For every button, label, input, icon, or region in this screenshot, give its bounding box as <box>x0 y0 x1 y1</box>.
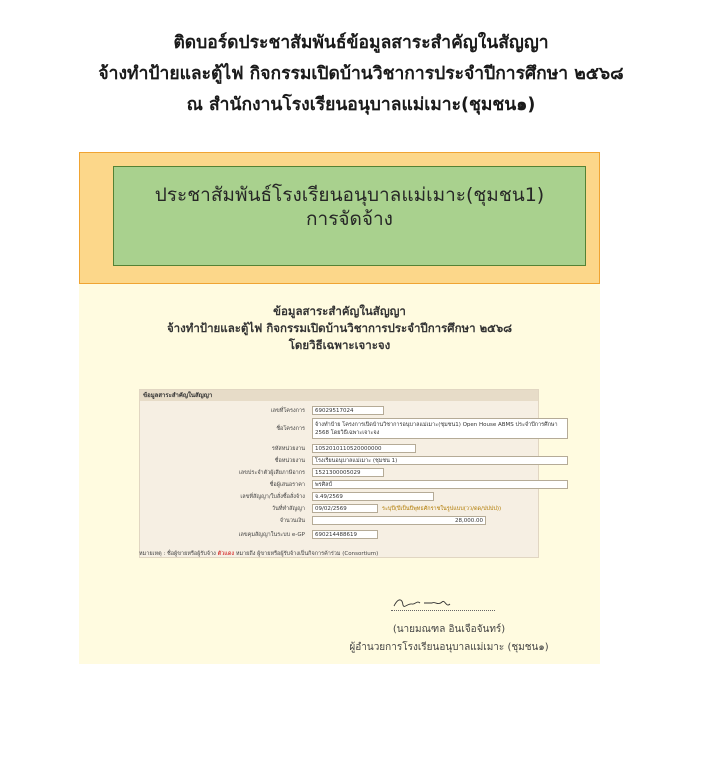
signer-name: (นายมณฑล อินเจือจันทร์) <box>392 624 506 635</box>
field-row-project-number <box>140 406 538 416</box>
date-format-note: ระบุปี(ปีเป็นปีพุทธศักราชในรูปแบบ(วว/ดด/ปปปป)) <box>382 506 502 512</box>
contract-info-panel <box>139 389 558 558</box>
field-label: เลขประจำตัวผู้เสียภาษีอากร <box>238 470 305 476</box>
heading-line-1: ติดบอร์ดประชาสัมพันธ์ข้อมูลสาระสำคัญในสัญญา <box>173 33 549 53</box>
contract-info-title <box>79 303 600 354</box>
remark-highlight: ตัวแดง <box>217 551 235 557</box>
field-label: เลขที่สัญญา/ใบสั่งซื้อสั่งจ้าง <box>240 494 305 500</box>
field-value: โรงเรียนอนุบาลแม่เมาะ (ชุมชน 1) <box>312 456 568 465</box>
page-heading <box>0 28 722 121</box>
announcement-document <box>79 152 600 664</box>
field-row-egp-number <box>140 530 538 540</box>
field-label: เลขที่โครงการ <box>270 408 305 414</box>
field-row-bidder-name <box>140 480 538 490</box>
panel-header: ข้อมูลสาระสำคัญในสัญญา <box>140 390 538 401</box>
remark-suffix: หมายถึง ผู้ขายหรือผู้รับจ้างเป็นกิจการค้าร่วม (Consortium) <box>235 551 379 557</box>
remark-prefix: หมายเหตุ : ชื่อผู้ขายหรือผู้รับจ้าง <box>139 551 216 557</box>
info-title-line-1: ข้อมูลสาระสำคัญในสัญญา <box>273 304 406 318</box>
field-label: รหัสหน่วยงาน <box>271 446 305 452</box>
field-row-tax-id <box>140 468 538 478</box>
info-title-line-2: จ้างทำป้ายและตู้ไฟ กิจกรรมเปิดบ้านวิชาการประจำปีการศึกษา ๒๕๖๘ <box>166 321 513 335</box>
banner-line-1: ประชาสัมพันธ์โรงเรียนอนุบาลแม่เมาะ(ชุมชน1) <box>154 184 545 206</box>
field-row-amount <box>140 516 538 526</box>
banner-line-2: การจัดจ้าง <box>306 208 393 230</box>
field-value: 09/02/2569 <box>312 504 378 513</box>
field-label: เลขคุมสัญญาในระบบ e-GP <box>238 532 305 538</box>
signature-line <box>391 610 495 611</box>
heading-line-3: ณ สำนักงานโรงเรียนอนุบาลแม่เมาะ(ชุมชน๑) <box>186 95 536 115</box>
field-row-contract-number <box>140 492 538 502</box>
heading-line-2: จ้างทำป้ายและตู้ไฟ กิจกรรมเปิดบ้านวิชาการประจำปีการศึกษา ๒๕๖๘ <box>98 64 624 84</box>
field-value: 1052010110520000000 <box>312 444 416 453</box>
field-label: จำนวนเงิน <box>279 518 305 524</box>
remark-note <box>139 550 378 558</box>
banner-title-box <box>113 166 586 266</box>
field-value: จ.49/2569 <box>312 492 434 501</box>
field-value: 28,000.00 <box>312 516 486 525</box>
field-value: 690214488619 <box>312 530 378 539</box>
field-label: ชื่อหน่วยงาน <box>274 458 305 464</box>
field-label: วันที่ทำสัญญา <box>271 506 305 512</box>
field-row-agency-code <box>140 444 538 454</box>
field-value: 69029517024 <box>312 406 384 415</box>
field-value: จ้างทำป้าย โครงการเปิดบ้านวิชาการอนุบาลแม่เมาะ(ชุมชน1) Open House ABMS ประจำปีการศึกษา 2568 โดยวิธีเฉพาะเจาะจง <box>312 418 568 439</box>
field-value: พรศิลป์ <box>312 480 568 489</box>
field-row-project-name <box>140 418 558 440</box>
field-value: 1521300005029 <box>312 468 384 477</box>
field-row-contract-date <box>140 504 538 514</box>
header-banner <box>79 152 600 284</box>
field-label: ชื่อโครงการ <box>276 426 305 432</box>
field-row-agency-name <box>140 456 538 466</box>
field-label: ชื่อผู้เสนอราคา <box>269 482 305 488</box>
info-title-line-3: โดยวิธีเฉพาะเจาะจง <box>288 338 391 352</box>
signer-position: ผู้อำนวยการโรงเรียนอนุบาลแม่เมาะ (ชุมชน๑) <box>349 642 549 653</box>
